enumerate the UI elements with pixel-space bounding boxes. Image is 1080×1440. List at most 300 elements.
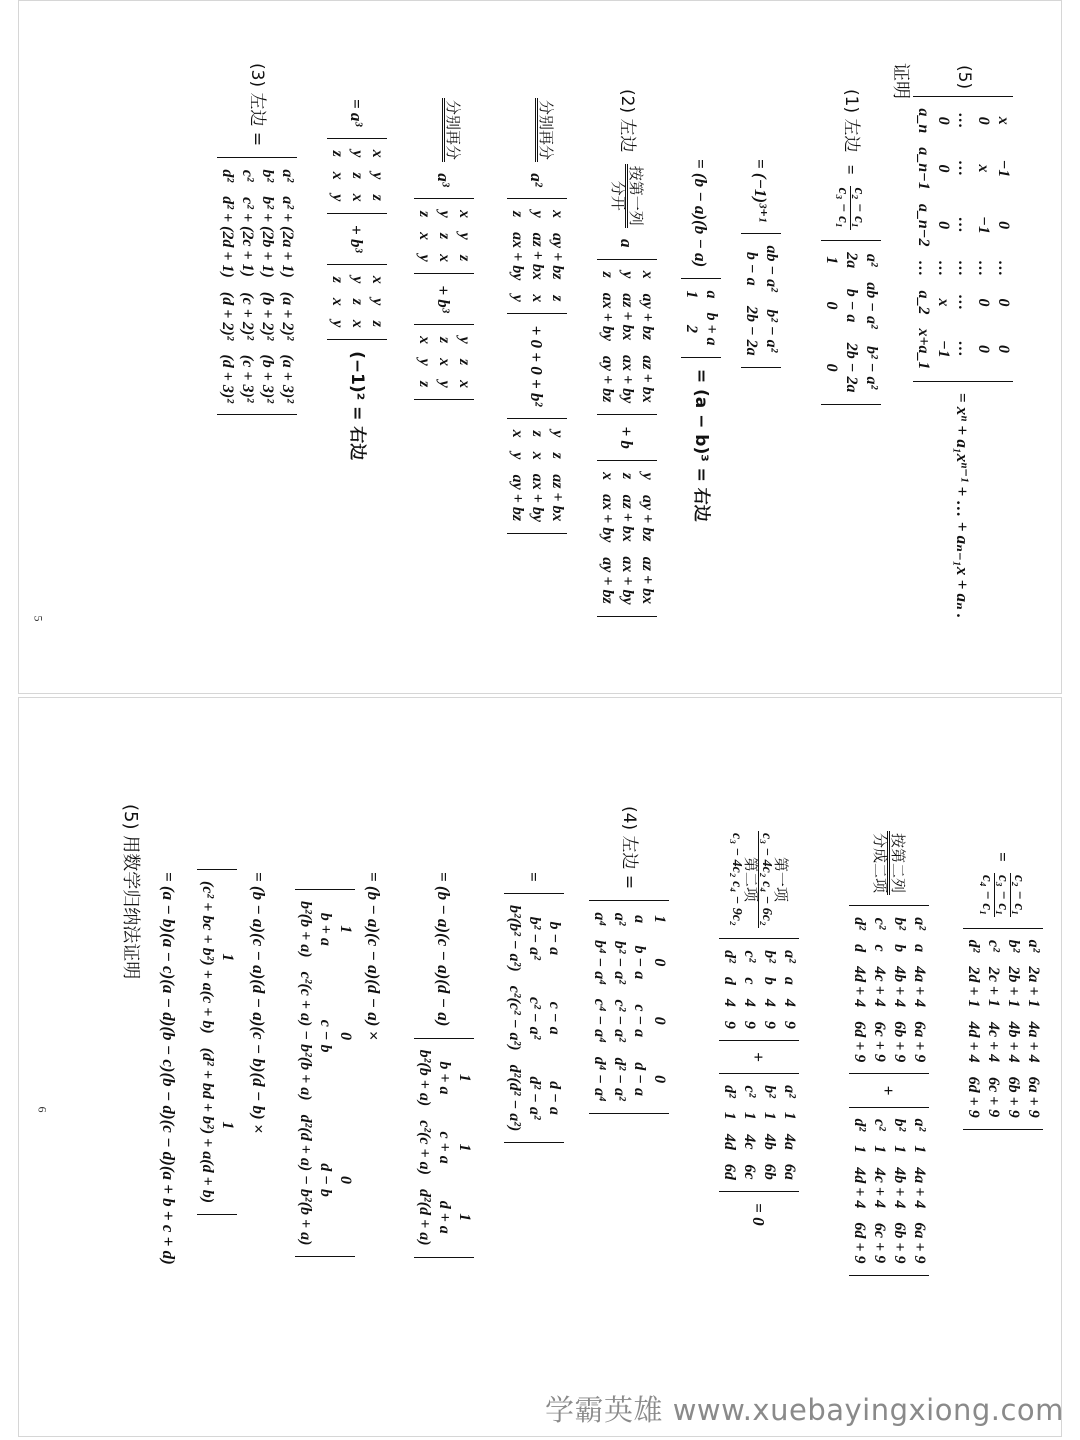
matrix-cell: z — [369, 194, 386, 201]
matrix-cell: z — [349, 172, 366, 179]
matrix-cell: d² — [965, 939, 982, 953]
matrix-row — [933, 101, 953, 376]
matrix-cell: d² — [851, 917, 868, 931]
matrix-row — [335, 894, 355, 1252]
matrix-cell: 0 — [975, 116, 992, 125]
matrix-cell: 4a + 4 — [911, 1167, 928, 1209]
matrix-cell: (d + 2)² — [219, 291, 236, 341]
matrix-cell: 0 — [823, 301, 840, 310]
problem-5-statement — [913, 65, 1013, 622]
proof-4-line-4: = (b − a)(c − a)(d − a) × — [364, 872, 384, 1041]
matrix-cell: y — [509, 452, 526, 460]
matrix-cell: 4a + 4 — [1025, 1021, 1042, 1063]
matrix-row — [597, 465, 617, 611]
matrix-cell: z — [456, 359, 473, 366]
matrix-cell: z — [509, 211, 526, 218]
matrix-cell: −1 — [935, 340, 952, 358]
matrix-cell: … — [935, 260, 952, 277]
matrix-cell: 4a + 4 — [911, 966, 928, 1008]
matrix-cell: z — [619, 473, 636, 480]
matrix-row — [367, 269, 387, 335]
matrix-cell: c² — [985, 940, 1002, 952]
matrix-cell: a² — [781, 950, 798, 963]
matrix-cell: y — [329, 320, 346, 328]
matrix-row — [454, 1043, 474, 1253]
matrix-cell: 1 — [651, 915, 668, 924]
matrix-cell: c² + (2c + 1) — [239, 197, 256, 277]
matrix-cell: x — [529, 294, 546, 303]
matrix-table — [295, 894, 355, 1252]
matrix-row — [681, 283, 701, 352]
matrix-cell: (d + 3)² — [219, 354, 236, 404]
matrix-cell: z — [436, 337, 453, 344]
matrix-cell: 4 — [741, 998, 758, 1007]
matrix-row — [637, 465, 657, 611]
matrix-table — [821, 245, 881, 399]
matrix-cell: a² — [279, 169, 296, 183]
matrix-cell: b²(b + a) — [297, 901, 314, 958]
matrix-cell: ay + bz — [599, 557, 616, 604]
matrix-table — [849, 1112, 929, 1271]
matrix-cell: 6c — [741, 1164, 758, 1180]
matrix-cell: a — [703, 290, 720, 299]
matrix-cell: 2b − 2a — [743, 305, 760, 356]
proof-1-column-ops: c₂ − c₁ c₃ − c₁ — [835, 187, 868, 229]
matrix-cell: 4b + 4 — [891, 966, 908, 1008]
matrix-cell: y — [436, 210, 453, 218]
matrix-cell: 1 — [851, 1145, 868, 1154]
matrix-cell: b²(b² − a²) — [506, 904, 523, 972]
matrix-cell: … — [955, 160, 972, 177]
matrix-row — [637, 264, 657, 410]
matrix-cell: a² — [863, 253, 880, 267]
matrix-cell: 4b + 4 — [1005, 1021, 1022, 1063]
matrix-cell: … — [915, 260, 932, 277]
matrix-row — [504, 898, 524, 1138]
matrix-cell: a² — [781, 1085, 798, 1098]
matrix-cell: x — [329, 171, 346, 180]
proof-3-line-2: = c₂ − c₁ c₃ − c₁ c₄ − c₁ a² 2a + 1 4a + 4 6a + 9 b² 2b + 1 4b + 4 6b + 9 c² 2c + 1 4c + 4 6c + 9 d² 2d + 1 4d + 4 6d + 9 — [963, 848, 1043, 1133]
page-number: 5 — [31, 615, 46, 622]
matrix-cell: 0 — [975, 345, 992, 353]
matrix-cell: … — [955, 294, 972, 311]
proof-2-line-3: 分别再分 a³ x y z y z x z x y + b³ y z x z x y x y z — [414, 95, 474, 403]
matrix-cell: 0 — [995, 221, 1012, 230]
matrix-cell: x — [436, 358, 453, 367]
matrix-cell: d² — [851, 1118, 868, 1132]
matrix-cell: az + bx — [549, 474, 566, 522]
matrix-cell: d² — [721, 950, 738, 963]
matrix-cell: x — [349, 193, 366, 202]
matrix-cell: b² — [761, 950, 778, 963]
matrix-cell: … — [955, 341, 972, 357]
matrix-cell: 9 — [741, 1020, 758, 1029]
matrix-cell: y — [619, 271, 636, 279]
matrix-cell: z — [329, 276, 346, 283]
matrix-cell: z — [416, 211, 433, 218]
matrix-cell: 4d + 4 — [965, 1021, 982, 1063]
matrix-table — [681, 283, 721, 352]
matrix-cell: (c + 2)² — [239, 292, 256, 340]
matrix-table — [597, 465, 657, 611]
matrix-cell: b² — [259, 169, 276, 183]
matrix-cell: d²(d + a) — [416, 1188, 433, 1246]
matrix-cell: x — [509, 429, 526, 438]
matrix-cell: 4d + 4 — [851, 1167, 868, 1209]
matrix-row — [869, 910, 889, 1069]
matrix-cell: d² — [721, 1085, 738, 1098]
matrix-cell: (d² + bd + b²) + a(d + b) — [199, 1047, 216, 1204]
matrix-cell: b − a — [631, 945, 648, 980]
matrix-row — [719, 1078, 739, 1187]
matrix-row — [257, 162, 277, 410]
matrix-cell: d²(d² − a²) — [506, 1064, 523, 1132]
matrix-cell: b² — [1005, 939, 1022, 953]
matrix-cell: … — [975, 260, 992, 277]
matrix-cell: z — [549, 452, 566, 459]
matrix-cell: d − a — [546, 1081, 563, 1115]
matrix-row — [547, 203, 567, 309]
matrix-cell: 1 — [219, 953, 236, 962]
proof-2-line-2: 分别再分 a² x ay + bz z y az + bx x z ax + by y + 0 + 0 + b² y z az + bx z x ax + by x y ay + bz — [507, 95, 567, 537]
matrix-cell: ax + by — [619, 556, 636, 605]
matrix-row — [589, 905, 609, 1108]
matrix-cell: 0 — [337, 1032, 354, 1041]
matrix-cell: a² — [1025, 939, 1042, 953]
proof-4-line-2: = b − a c − a d − a b² − a² c² − a² d² − a² b²(b² − a²) c²(c² − a²) d²(d² − a²) — [504, 868, 564, 1146]
matrix-cell: b² — [891, 1118, 908, 1132]
proof-1-minor — [741, 233, 781, 367]
matrix-cell: y — [369, 172, 386, 180]
matrix-row — [841, 245, 861, 399]
matrix-cell: 6b + 9 — [891, 1222, 908, 1264]
matrix-row — [889, 1112, 909, 1271]
matrix-cell: a — [781, 976, 798, 985]
proof-3-determinant — [217, 157, 297, 415]
matrix-cell: 4a — [781, 1133, 798, 1150]
matrix-row — [759, 943, 779, 1036]
matrix-cell: ax + by — [619, 354, 636, 404]
matrix-cell: c²(c + a) − b²(b + a) — [297, 971, 314, 1101]
matrix-cell: … — [955, 260, 972, 277]
proof-4-line-5-det — [197, 866, 237, 1218]
matrix-cell: c — [871, 944, 888, 952]
matrix-cell: b² + (2b + 1) — [259, 196, 276, 278]
matrix-row — [237, 162, 257, 410]
matrix-cell: x — [549, 210, 566, 219]
matrix-cell: 1 — [781, 1111, 798, 1120]
matrix-table — [589, 905, 669, 1108]
matrix-cell: c² — [239, 169, 256, 182]
matrix-row — [544, 898, 564, 1138]
matrix-cell: az + bx — [619, 494, 636, 542]
matrix-table — [504, 898, 564, 1138]
matrix-cell: 4c + 4 — [985, 1021, 1002, 1063]
matrix-table — [597, 264, 657, 410]
matrix-cell: c² — [871, 1118, 888, 1131]
matrix-cell: z — [549, 295, 566, 302]
proof-4-line-3: = (b − a)(c − a)(d − a) 1 1 1 b + a c + a d + a b²(b + a) c²(c + a) d²(d + a) — [414, 868, 474, 1261]
matrix-row — [849, 1112, 869, 1271]
matrix-cell: 0 — [651, 1075, 668, 1084]
matrix-cell: 2a — [843, 252, 860, 269]
matrix-cell: 9 — [761, 1020, 778, 1029]
matrix-row — [315, 894, 335, 1252]
matrix-table — [963, 933, 1043, 1125]
matrix-row — [277, 162, 297, 410]
matrix-cell: (b + 2)² — [259, 291, 276, 341]
matrix-cell: y — [509, 294, 526, 302]
matrix-cell: c² — [871, 917, 888, 930]
matrix-cell: y — [456, 336, 473, 344]
matrix-row — [527, 203, 547, 309]
matrix-cell: d − b — [317, 1163, 334, 1197]
matrix-cell: 1 — [891, 1145, 908, 1154]
matrix-cell: x — [369, 149, 386, 158]
matrix-cell: 2b + 1 — [1005, 966, 1022, 1008]
matrix-cell: 1 — [219, 1121, 236, 1130]
matrix-cell: z — [456, 255, 473, 262]
matrix-cell: 4 — [761, 998, 778, 1007]
matrix-cell: d² + (2d + 1) — [219, 196, 236, 278]
matrix-row — [913, 101, 933, 376]
matrix-cell: x — [416, 232, 433, 241]
matrix-cell: … — [955, 112, 972, 129]
matrix-cell: x+a_1 — [915, 328, 932, 370]
matrix-cell: 6a + 9 — [1025, 1076, 1042, 1118]
matrix-row — [649, 905, 669, 1108]
matrix-cell: c − b — [317, 1019, 334, 1053]
problem-5-determinant — [913, 96, 1013, 381]
matrix-table — [719, 1078, 799, 1187]
matrix-cell: 4 — [721, 998, 738, 1007]
watermark: 学霸英雄 www.xuebayingxiong.com — [545, 1393, 1064, 1427]
matrix-cell: 6d + 9 — [851, 1222, 868, 1264]
matrix-cell: 2c + 1 — [985, 966, 1002, 1008]
matrix-cell: a⁴ — [591, 912, 608, 926]
matrix-cell: 1 — [337, 925, 354, 934]
matrix-cell: d — [851, 944, 868, 953]
matrix-cell: a² — [611, 912, 628, 926]
proof-4-line-5: = (b − a)(c − a)(d − a)(c − b)(d − b) × — [249, 872, 269, 1134]
matrix-row — [327, 143, 347, 209]
matrix-row — [973, 101, 993, 376]
matrix-cell: 1 — [761, 1111, 778, 1120]
matrix-cell: z — [349, 298, 366, 305]
matrix-cell: ax + by — [509, 232, 526, 281]
matrix-row — [993, 101, 1013, 376]
matrix-cell: x — [436, 254, 453, 263]
matrix-cell: 9 — [781, 1020, 798, 1029]
proof-4-line-1: (4) 左边 = 1 0 0 0 a b − a c − a d − a a² b² − a² c² − a² d² − a² a⁴ b⁴ − a⁴ c⁴ − a⁴ d⁴ − a⁴ — [589, 802, 669, 1117]
matrix-row — [347, 143, 367, 209]
matrix-cell: z — [369, 320, 386, 327]
matrix-cell: 4c — [741, 1134, 758, 1150]
matrix-cell: 0 — [935, 116, 952, 125]
matrix-cell: 2 — [683, 325, 700, 333]
matrix-cell: d² − a² — [611, 1057, 628, 1101]
matrix-row — [454, 329, 474, 395]
matrix-cell: c² − a² — [526, 996, 543, 1040]
matrix-row — [197, 874, 217, 1210]
matrix-cell: b² − a² — [763, 309, 780, 353]
matrix-cell: ay + bz — [639, 495, 656, 542]
matrix-cell: a_2 — [915, 290, 932, 315]
matrix-cell: ay + bz — [549, 233, 566, 280]
matrix-cell: b² − a² — [611, 940, 628, 985]
matrix-cell: x — [599, 472, 616, 481]
matrix-cell: 2d + 1 — [965, 966, 982, 1008]
matrix-cell: x — [456, 210, 473, 219]
matrix-table — [719, 943, 799, 1036]
proof-4-result: = (a − b)(a − c)(a − d)(b − c)(b − d)(c − d)(a + b + c + d) — [159, 872, 179, 1265]
matrix-cell: y — [416, 254, 433, 262]
matrix-cell: y — [369, 298, 386, 306]
matrix-cell: ab − a² — [863, 282, 880, 329]
proof-1-line-1: (1) 左边 = c₂ − c₁ c₃ − c₁ a² ab − a² b² − a² 2a b − a 2b − 2a 1 0 0 — [821, 85, 881, 408]
matrix-row — [889, 910, 909, 1069]
proof-1-line-3: = (b − a)(b − a) a b + a 1 2 = (a − b)³ = 右边 — [683, 159, 720, 522]
matrix-cell: a² — [911, 1118, 928, 1132]
problem-5-rhs: = xⁿ + a₁xⁿ⁻¹ + … + aₙ₋₁x + aₙ . — [953, 392, 973, 619]
matrix-cell: x — [529, 451, 546, 460]
proof-2-det-a — [597, 259, 657, 415]
matrix-cell: ax + by — [599, 494, 616, 543]
matrix-cell: d⁴ − a⁴ — [591, 1056, 608, 1102]
matrix-cell: c − a — [546, 1001, 563, 1035]
matrix-cell: 4b — [761, 1133, 778, 1150]
matrix-row — [434, 329, 454, 395]
matrix-cell: ax + by — [599, 292, 616, 341]
matrix-row — [953, 101, 973, 376]
matrix-row — [701, 283, 721, 352]
proof-4-line-4-det — [295, 886, 355, 1260]
matrix-cell: 4d — [721, 1133, 738, 1150]
matrix-cell: d² — [219, 169, 236, 183]
matrix-cell: x — [935, 298, 952, 307]
matrix-row — [295, 894, 315, 1252]
matrix-cell: b — [761, 976, 778, 985]
matrix-cell: y — [529, 210, 546, 218]
matrix-cell: z — [599, 271, 616, 278]
matrix-row — [527, 423, 547, 529]
matrix-table — [414, 1043, 474, 1253]
matrix-cell: 0 — [935, 164, 952, 173]
proof-2-op: 按第一列 分开 — [609, 165, 646, 226]
matrix-cell: −1 — [995, 159, 1012, 178]
proof-3-line-4: 第一项 c₃ − 4c₂ c₄ − 6c₂ 第二项 c₃ − 4c₂ c₄ − 9c₂ a² a 4 9 b² b 4 9 c² c 4 9 d² d 4 9 + a² 1 4a 6a b² 1 4b 6b c² 1 4c 6c d² 1 4d 6d = 0 — [721, 833, 798, 1226]
matrix-row — [719, 943, 739, 1036]
matrix-cell: az + bx — [639, 556, 656, 605]
matrix-cell: … — [995, 260, 1012, 277]
matrix-row — [779, 943, 799, 1036]
matrix-cell: b — [891, 944, 908, 953]
matrix-cell: d + a — [436, 1200, 453, 1234]
matrix-cell: 0 — [337, 1176, 354, 1185]
matrix-row — [869, 1112, 889, 1271]
proof-2-line-1: (2) 左边 按第一列 分开 a x ay + bz az + bx y az + bx ax + by z ax + by ay + bz + b y ay + bz az + bx z az + bx ax + by x ax + by ay + bz — [597, 85, 657, 620]
matrix-cell: b² — [891, 917, 908, 931]
matrix-cell: −1 — [975, 216, 992, 234]
matrix-cell: b² − a² — [526, 916, 543, 960]
matrix-row — [909, 1112, 929, 1271]
matrix-cell: 4c + 4 — [871, 1167, 888, 1208]
matrix-cell: ab − a² — [763, 245, 780, 292]
matrix-table — [414, 329, 474, 395]
matrix-cell: a — [631, 915, 648, 924]
matrix-cell: z — [416, 381, 433, 388]
matrix-cell: a² + (2a + 1) — [279, 196, 296, 278]
matrix-cell: 4d + 4 — [851, 966, 868, 1008]
matrix-cell: 6d + 9 — [851, 1021, 868, 1063]
matrix-cell: b − a — [843, 288, 860, 323]
matrix-cell: y — [416, 358, 433, 366]
matrix-cell: 6c + 9 — [871, 1021, 888, 1062]
matrix-cell: 6c + 9 — [871, 1222, 888, 1264]
matrix-cell: x — [329, 297, 346, 306]
matrix-table — [741, 238, 781, 362]
matrix-cell: a_n−2 — [915, 203, 932, 247]
matrix-cell: b + a — [317, 912, 334, 946]
proof-3-line-3: 按第二列 分成二项 a² a 4a + 4 6a + 9 b² b 4b + 4 6b + 9 c² c 4c + 4 6c + 9 d² d 4d + 4 6d + 9 + a² 1 4a + 4 6a + 9 b² 1 4b + 4 6b + 9 c² 1 4c + 4 6c + 9 d² 1 4d + 4 6d + 9 — [849, 828, 929, 1279]
matrix-row — [739, 943, 759, 1036]
matrix-cell: … — [955, 217, 972, 234]
matrix-table — [327, 269, 387, 335]
matrix-cell: c²(c² − a²) — [506, 985, 523, 1051]
matrix-row — [414, 329, 434, 395]
matrix-cell: x — [349, 319, 366, 328]
matrix-cell: b²(b + a) — [416, 1049, 433, 1107]
matrix-row — [217, 162, 237, 410]
matrix-cell: 4c + 4 — [871, 966, 888, 1007]
matrix-row — [909, 910, 929, 1069]
matrix-cell: 1 — [871, 1145, 888, 1154]
matrix-row — [741, 238, 761, 362]
matrix-cell: (c² + bc + b²) + a(c + b) — [199, 881, 216, 1034]
matrix-cell: c − a — [631, 1004, 648, 1038]
matrix-table — [849, 910, 929, 1069]
matrix-table — [507, 203, 567, 309]
matrix-cell: 6b + 9 — [891, 1021, 908, 1063]
matrix-cell: x — [416, 336, 433, 345]
matrix-cell: 0 — [823, 363, 840, 372]
matrix-cell: y — [456, 232, 473, 240]
matrix-cell: (b + 3)² — [259, 354, 276, 404]
matrix-cell: (a + 3)² — [279, 354, 296, 404]
matrix-row — [454, 203, 474, 269]
matrix-cell: x — [369, 275, 386, 284]
matrix-cell: 1 — [741, 1111, 758, 1120]
matrix-table — [197, 874, 237, 1210]
matrix-cell: 2b − 2a — [843, 342, 860, 393]
proof-2-line-4: = a³ x y z y z x z x y + b³ x y z y z x z x y (−1)² = 右边 — [329, 99, 386, 461]
matrix-cell: a — [911, 944, 928, 953]
matrix-cell: 6a + 9 — [911, 1021, 928, 1063]
matrix-cell: y — [329, 194, 346, 202]
matrix-cell: c² − a² — [611, 999, 628, 1042]
proof-3-column-ops: c₂ − c₁ c₃ − c₁ c₄ − c₁ — [979, 874, 1028, 916]
matrix-row — [629, 905, 649, 1108]
matrix-row — [779, 1078, 799, 1187]
matrix-cell: b − a — [546, 921, 563, 956]
matrix-cell: y — [349, 150, 366, 158]
matrix-row — [821, 245, 841, 399]
matrix-cell: 2a + 1 — [1025, 966, 1042, 1008]
matrix-cell: z — [529, 430, 546, 437]
page-number: 6 — [35, 1106, 50, 1113]
matrix-cell: 6a — [781, 1163, 798, 1180]
matrix-cell: 6c + 9 — [985, 1077, 1002, 1118]
